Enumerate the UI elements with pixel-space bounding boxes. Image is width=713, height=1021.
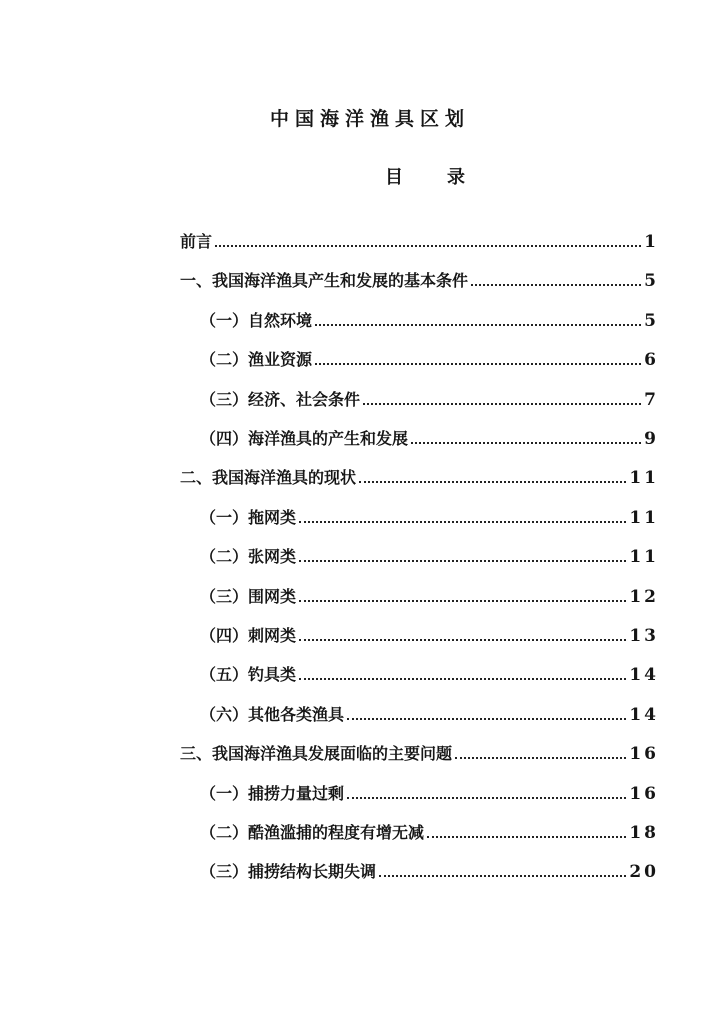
toc-entry-label: （三）围网类 xyxy=(200,586,297,606)
toc-entry xyxy=(180,734,659,764)
toc-entry xyxy=(200,498,659,528)
toc-entry-page: 12 xyxy=(629,586,659,607)
toc-dot-leader xyxy=(315,363,641,365)
toc-heading-char-1: 目 xyxy=(385,167,403,188)
toc-dot-leader xyxy=(347,797,626,799)
toc-entry-page: 7 xyxy=(644,389,659,410)
toc-entry-page: 6 xyxy=(644,350,659,371)
toc-dot-leader xyxy=(299,560,626,562)
toc-entry-page: 16 xyxy=(629,783,659,804)
toc-entry xyxy=(200,655,659,685)
toc-entry-label: （二）酷渔滥捕的程度有增无减 xyxy=(200,823,425,842)
toc-entry xyxy=(200,813,659,843)
toc-dot-leader xyxy=(411,442,641,444)
toc-entry-page: 20 xyxy=(629,862,659,883)
toc-entry xyxy=(200,380,659,410)
toc-dot-leader xyxy=(363,403,641,405)
toc-entry-page: 11 xyxy=(629,547,659,568)
toc-dot-leader xyxy=(299,600,626,602)
toc-entry-label: （二）渔业资源 xyxy=(200,350,313,370)
toc-entry-label: 三、我国海洋渔具发展面临的主要问题 xyxy=(180,744,453,764)
toc-entry-label: （二）张网类 xyxy=(200,547,297,567)
toc-entry-label: （四）海洋渔具的产生和发展 xyxy=(200,429,409,448)
toc-entry-label: 二、我国海洋渔具的现状 xyxy=(180,468,357,488)
toc-heading-char-2: 录 xyxy=(447,167,465,188)
toc-entry xyxy=(180,222,659,252)
toc-entry xyxy=(180,261,659,291)
toc-entry-label: （一）拖网类 xyxy=(200,507,297,527)
toc-entry xyxy=(180,458,659,488)
toc-entry xyxy=(200,340,659,370)
toc-entry xyxy=(200,852,659,882)
toc-entry xyxy=(200,774,659,804)
toc-dot-leader xyxy=(299,521,626,523)
toc-dot-leader xyxy=(315,324,641,326)
toc-dot-leader xyxy=(379,875,626,877)
toc-entry xyxy=(200,577,659,607)
toc-entry-page: 5 xyxy=(644,271,659,292)
toc-entry-label: （三）捕捞结构长期失调 xyxy=(200,862,377,882)
toc-entry-page: 9 xyxy=(644,429,659,449)
toc-dot-leader xyxy=(299,678,626,680)
toc-entry-page: 11 xyxy=(629,507,659,528)
toc-heading xyxy=(385,163,465,189)
toc-entry-label: （五）钓具类 xyxy=(200,665,297,685)
toc-dot-leader xyxy=(299,639,626,641)
toc-entry xyxy=(200,419,659,449)
toc-dot-leader xyxy=(215,245,641,247)
toc-entry-page: 16 xyxy=(629,744,659,765)
toc-entry-page: 13 xyxy=(629,626,659,646)
toc-entry-label: 一、我国海洋渔具产生和发展的基本条件 xyxy=(180,271,469,291)
toc-dot-leader xyxy=(359,481,626,483)
toc-dot-leader xyxy=(471,284,641,286)
toc-entry xyxy=(200,695,659,725)
toc-entry-label: （四）刺网类 xyxy=(200,626,297,645)
toc-entry-page: 14 xyxy=(629,665,659,686)
toc-entry-page: 18 xyxy=(629,823,659,843)
toc-entry xyxy=(200,616,659,646)
toc-entry-page: 5 xyxy=(644,310,659,331)
toc-entry-label: （一）捕捞力量过剩 xyxy=(200,783,345,803)
toc-entry-page: 1 xyxy=(644,232,659,252)
toc-entry xyxy=(200,537,659,567)
toc-entry-label: （六）其他各类渔具 xyxy=(200,704,345,724)
toc-entry-label: （一）自然环境 xyxy=(200,310,313,330)
toc-entry-label: 前言 xyxy=(180,232,213,251)
toc-entry xyxy=(200,301,659,331)
document-title: 中国海洋渔具区划 xyxy=(269,108,470,130)
toc-entry-label: （三）经济、社会条件 xyxy=(200,389,361,409)
toc-entry-page: 11 xyxy=(629,468,659,489)
toc-entry-page: 14 xyxy=(629,704,659,725)
toc-dot-leader xyxy=(427,836,626,838)
toc-dot-leader xyxy=(347,718,626,720)
toc-dot-leader xyxy=(455,757,626,759)
